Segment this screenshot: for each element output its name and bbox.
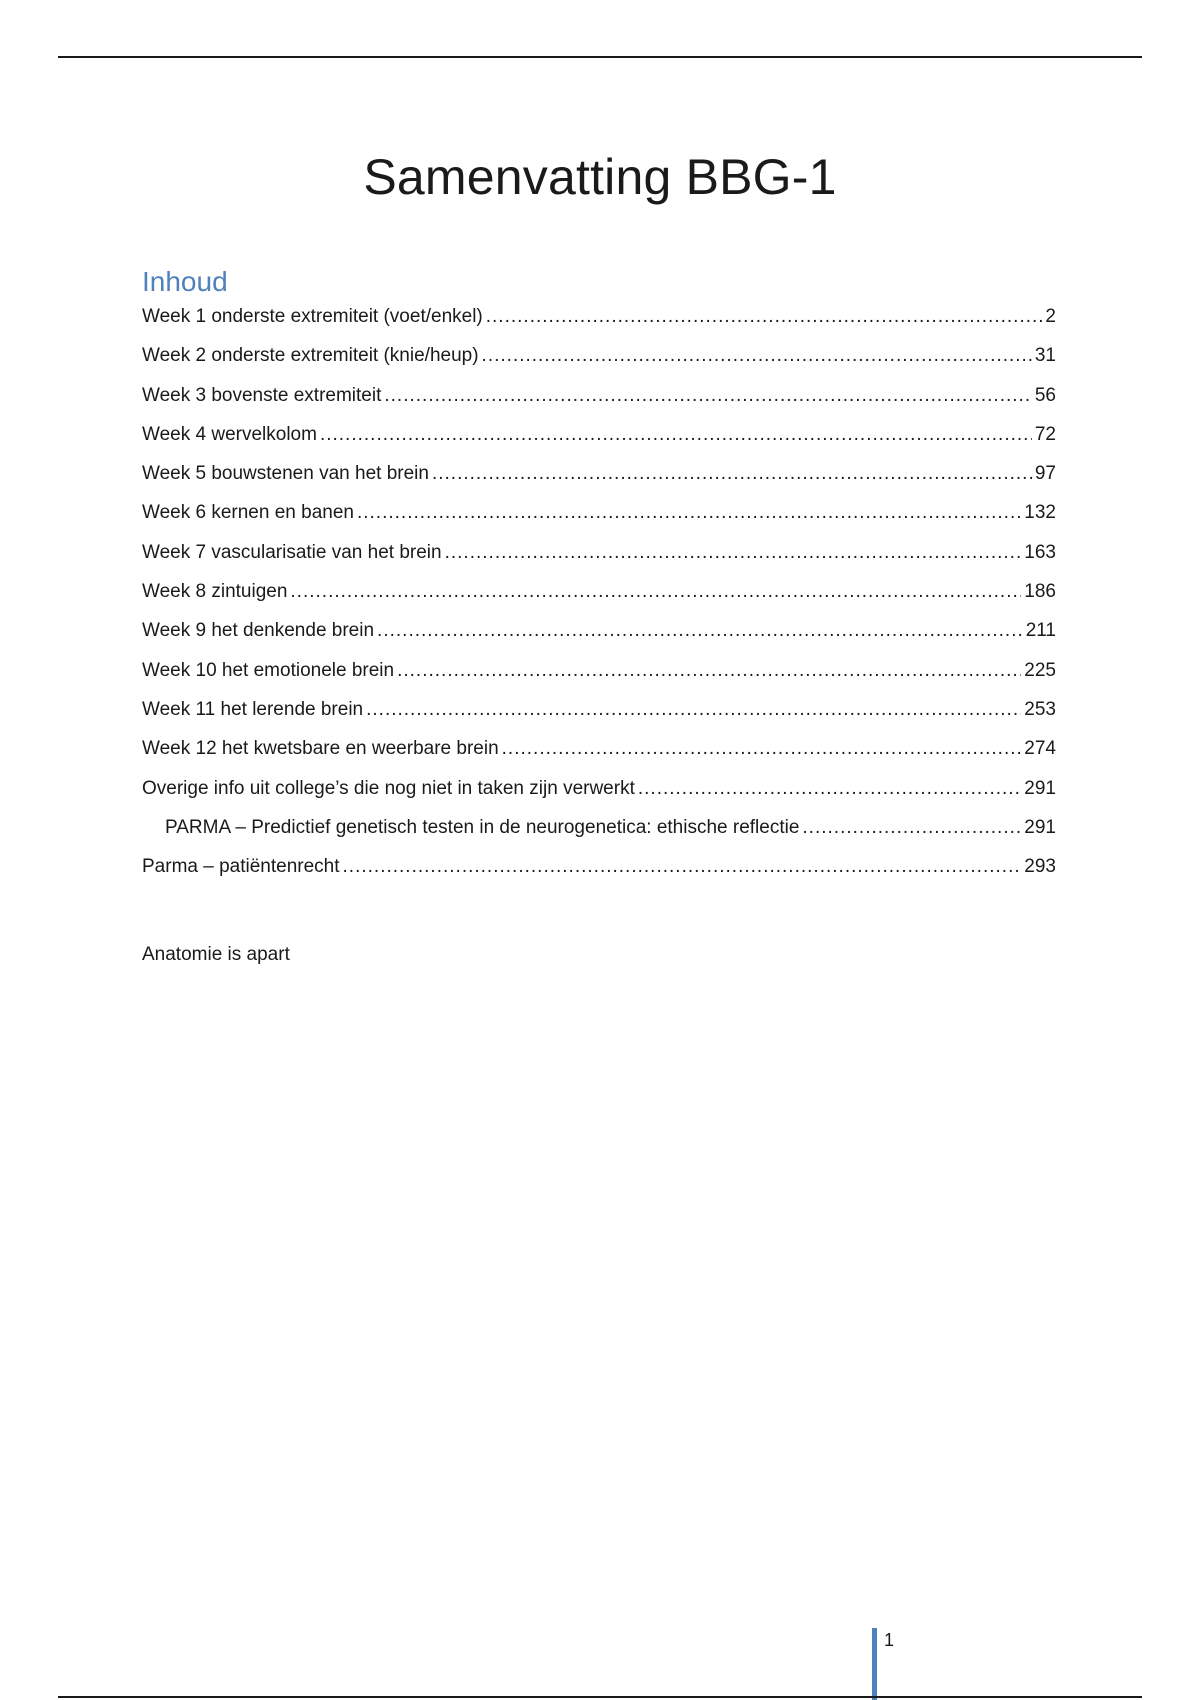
toc-entry-page: 291 bbox=[1024, 777, 1056, 799]
toc-entry[interactable] bbox=[142, 738, 1056, 777]
toc-leader-dots bbox=[802, 817, 1021, 839]
toc-entry-label: Week 9 het denkende brein bbox=[142, 620, 375, 642]
toc-leader-dots bbox=[366, 699, 1021, 721]
toc-leader-dots bbox=[502, 738, 1022, 760]
toc-leader-dots bbox=[397, 660, 1021, 682]
toc-entry[interactable] bbox=[142, 463, 1056, 502]
toc-entry[interactable] bbox=[142, 345, 1056, 384]
document-title: Samenvatting BBG-1 bbox=[363, 149, 837, 205]
header-rule bbox=[58, 56, 1142, 58]
toc-leader-dots bbox=[343, 856, 1022, 878]
toc-leader-dots bbox=[290, 581, 1021, 603]
toc-entry[interactable] bbox=[142, 502, 1056, 541]
toc-entry-page: 225 bbox=[1024, 659, 1056, 681]
toc-entry-page: 132 bbox=[1024, 502, 1056, 524]
toc-entry-page: 274 bbox=[1024, 738, 1056, 760]
toc-entry-label: Week 2 onderste extremiteit (knie/heup) bbox=[142, 345, 479, 367]
toc-entry[interactable] bbox=[142, 385, 1056, 424]
toc-entry-page: 2 bbox=[1045, 306, 1056, 327]
toc-leader-dots bbox=[377, 620, 1023, 642]
toc-entry-page: 72 bbox=[1034, 423, 1056, 445]
toc-entry-page: 97 bbox=[1034, 463, 1056, 485]
toc-heading: Inhoud bbox=[142, 266, 228, 297]
toc-entry-label: Week 12 het kwetsbare en weerbare brein bbox=[142, 738, 499, 760]
toc-leader-dots bbox=[445, 542, 1022, 564]
toc-entry-label: Week 11 het lerende brein bbox=[142, 698, 364, 720]
toc-leader-dots bbox=[638, 778, 1021, 800]
toc-entry-label: Week 6 kernen en banen bbox=[142, 502, 354, 524]
toc-leader-dots bbox=[486, 306, 1043, 328]
toc-entry-label: Parma – patiëntenrecht bbox=[142, 856, 340, 878]
toc-leader-dots bbox=[482, 345, 1032, 367]
toc-entry[interactable] bbox=[142, 699, 1056, 738]
toc-entry-page: 186 bbox=[1024, 581, 1056, 603]
toc-entry-label: PARMA – Predictief genetisch testen in de neurogenetica: ethische reflectie bbox=[165, 816, 800, 838]
toc-entry-page: 31 bbox=[1034, 345, 1056, 367]
toc-entry-label: Week 3 bovenste extremiteit bbox=[142, 384, 382, 406]
toc-entry-page: 253 bbox=[1024, 698, 1056, 720]
toc-entry[interactable] bbox=[142, 581, 1056, 620]
footer-rule bbox=[58, 1696, 1142, 1698]
toc-entry-label: Week 10 het emotionele brein bbox=[142, 659, 395, 681]
toc-leader-dots bbox=[384, 385, 1031, 407]
toc-entry-label: Week 7 vascularisatie van het brein bbox=[142, 541, 442, 563]
toc-entry-label: Week 4 wervelkolom bbox=[142, 423, 317, 445]
toc-entry[interactable] bbox=[142, 542, 1056, 581]
toc-entry-label: Week 1 onderste extremiteit (voet/enkel) bbox=[142, 306, 483, 327]
toc-entry-page: 291 bbox=[1024, 816, 1056, 838]
toc-entry[interactable] bbox=[142, 778, 1056, 817]
toc-leader-dots bbox=[320, 424, 1032, 446]
toc-entry-label: Week 8 zintuigen bbox=[142, 581, 288, 603]
toc-leader-dots bbox=[357, 502, 1021, 524]
toc-entry[interactable] bbox=[142, 856, 1056, 895]
toc-entry-page: 293 bbox=[1024, 856, 1056, 878]
page-number-bar bbox=[872, 1628, 877, 1700]
toc-entry-label: Week 5 bouwstenen van het brein bbox=[142, 463, 429, 485]
toc-entry-label: Overige info uit college’s die nog niet in taken zijn verwerkt bbox=[142, 777, 635, 799]
toc-entry[interactable] bbox=[142, 306, 1056, 345]
toc-entry[interactable] bbox=[142, 660, 1056, 699]
page-number: 1 bbox=[884, 1630, 895, 1650]
anatomy-note: Anatomie is apart bbox=[142, 944, 290, 965]
toc-subentry[interactable] bbox=[142, 817, 1056, 856]
table-of-contents bbox=[142, 306, 1056, 895]
toc-entry-page: 163 bbox=[1024, 541, 1056, 563]
toc-entry-page: 56 bbox=[1034, 384, 1056, 406]
toc-entry[interactable] bbox=[142, 620, 1056, 659]
toc-entry-page: 211 bbox=[1025, 620, 1056, 642]
toc-entry[interactable] bbox=[142, 424, 1056, 463]
toc-leader-dots bbox=[432, 463, 1032, 485]
